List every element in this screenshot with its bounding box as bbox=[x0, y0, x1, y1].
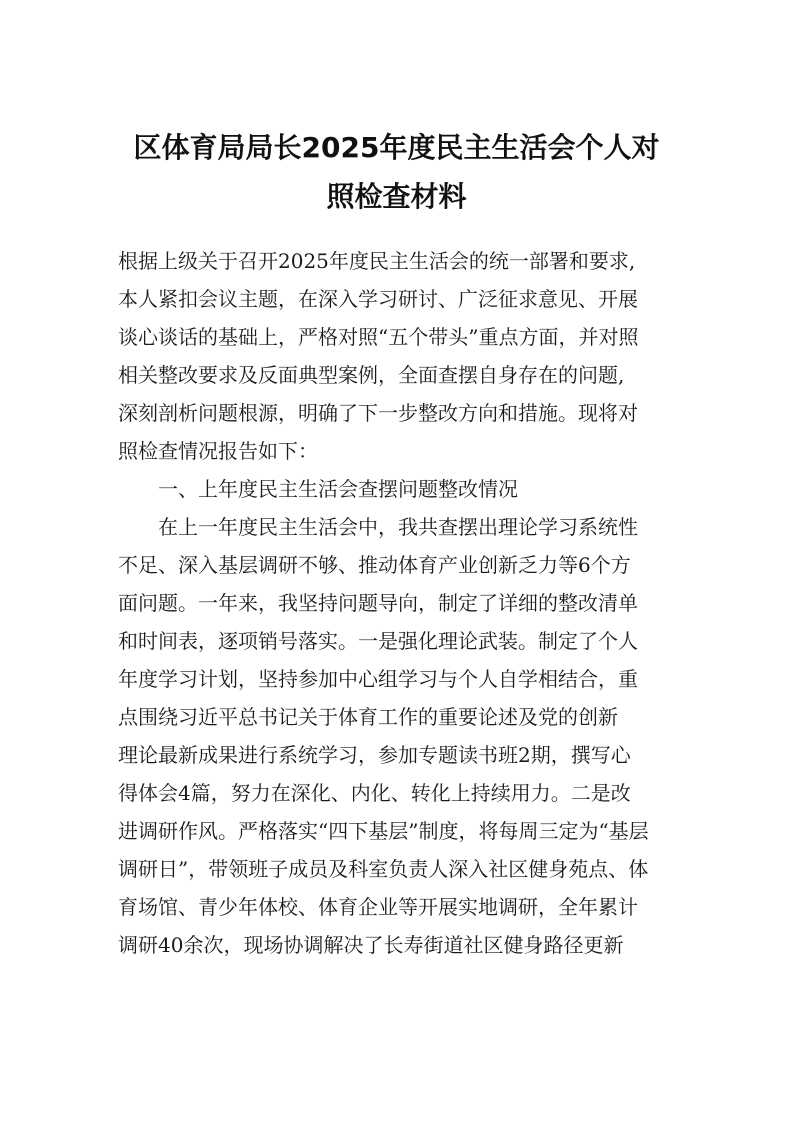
body-line-14: 理论最新成果进行系统学习，参加专题读书班2期，撰写心 bbox=[118, 743, 631, 767]
body-line-5: 深刻剖析问题根源，明确了下一步整改方向和措施。现将对 bbox=[118, 401, 638, 425]
body-line-9: 不足、深入基层调研不够、推动体育产业创新乏力等6个方 bbox=[118, 553, 631, 577]
body-line-10: 面问题。一年来，我坚持问题导向，制定了详细的整改清单 bbox=[118, 591, 638, 615]
section-heading: 一、上年度民主生活会查摆问题整改情况 bbox=[158, 477, 518, 501]
body-line-16: 进调研作风。严格落实“四下基层”制度，将每周三定为“基层 bbox=[118, 819, 649, 843]
body-line-2: 本人紧扣会议主题，在深入学习研讨、广泛征求意见、开展 bbox=[118, 287, 638, 311]
body-line-11: 和时间表，逐项销号落实。一是强化理论武装。制定了个人 bbox=[118, 629, 638, 653]
body-line-19: 调研40余次，现场协调解决了长寿街道社区健身路径更新 bbox=[118, 933, 624, 957]
body-line-8: 在上一年度民主生活会中，我共查摆出理论学习系统性 bbox=[158, 515, 638, 539]
body-line-17: 调研日”，带领班子成员及科室负责人深入社区健身苑点、体 bbox=[118, 857, 649, 881]
body-line-13: 点围绕习近平总书记关于体育工作的重要论述及党的创新 bbox=[118, 705, 618, 729]
body-line-1: 根据上级关于召开2025年度民主生活会的统一部署和要求, bbox=[118, 249, 636, 273]
body-line-4: 相关整改要求及反面典型案例，全面查摆自身存在的问题, bbox=[118, 363, 625, 387]
document-title-line-2: 照检查材料 bbox=[326, 180, 467, 213]
body-line-6: 照检查情况报告如下： bbox=[118, 439, 318, 463]
body-line-3: 谈心谈话的基础上，严格对照“五个带头”重点方面，并对照 bbox=[118, 325, 639, 349]
body-line-15: 得体会4篇，努力在深化、内化、转化上持续用力。二是改 bbox=[118, 781, 631, 805]
body-line-12: 年度学习计划，坚持参加中心组学习与个人自学相结合，重 bbox=[118, 667, 638, 691]
document-title-line-1: 区体育局局长2025年度民主生活会个人对 bbox=[133, 131, 660, 164]
body-line-18: 育场馆、青少年体校、体育企业等开展实地调研，全年累计 bbox=[118, 895, 638, 919]
